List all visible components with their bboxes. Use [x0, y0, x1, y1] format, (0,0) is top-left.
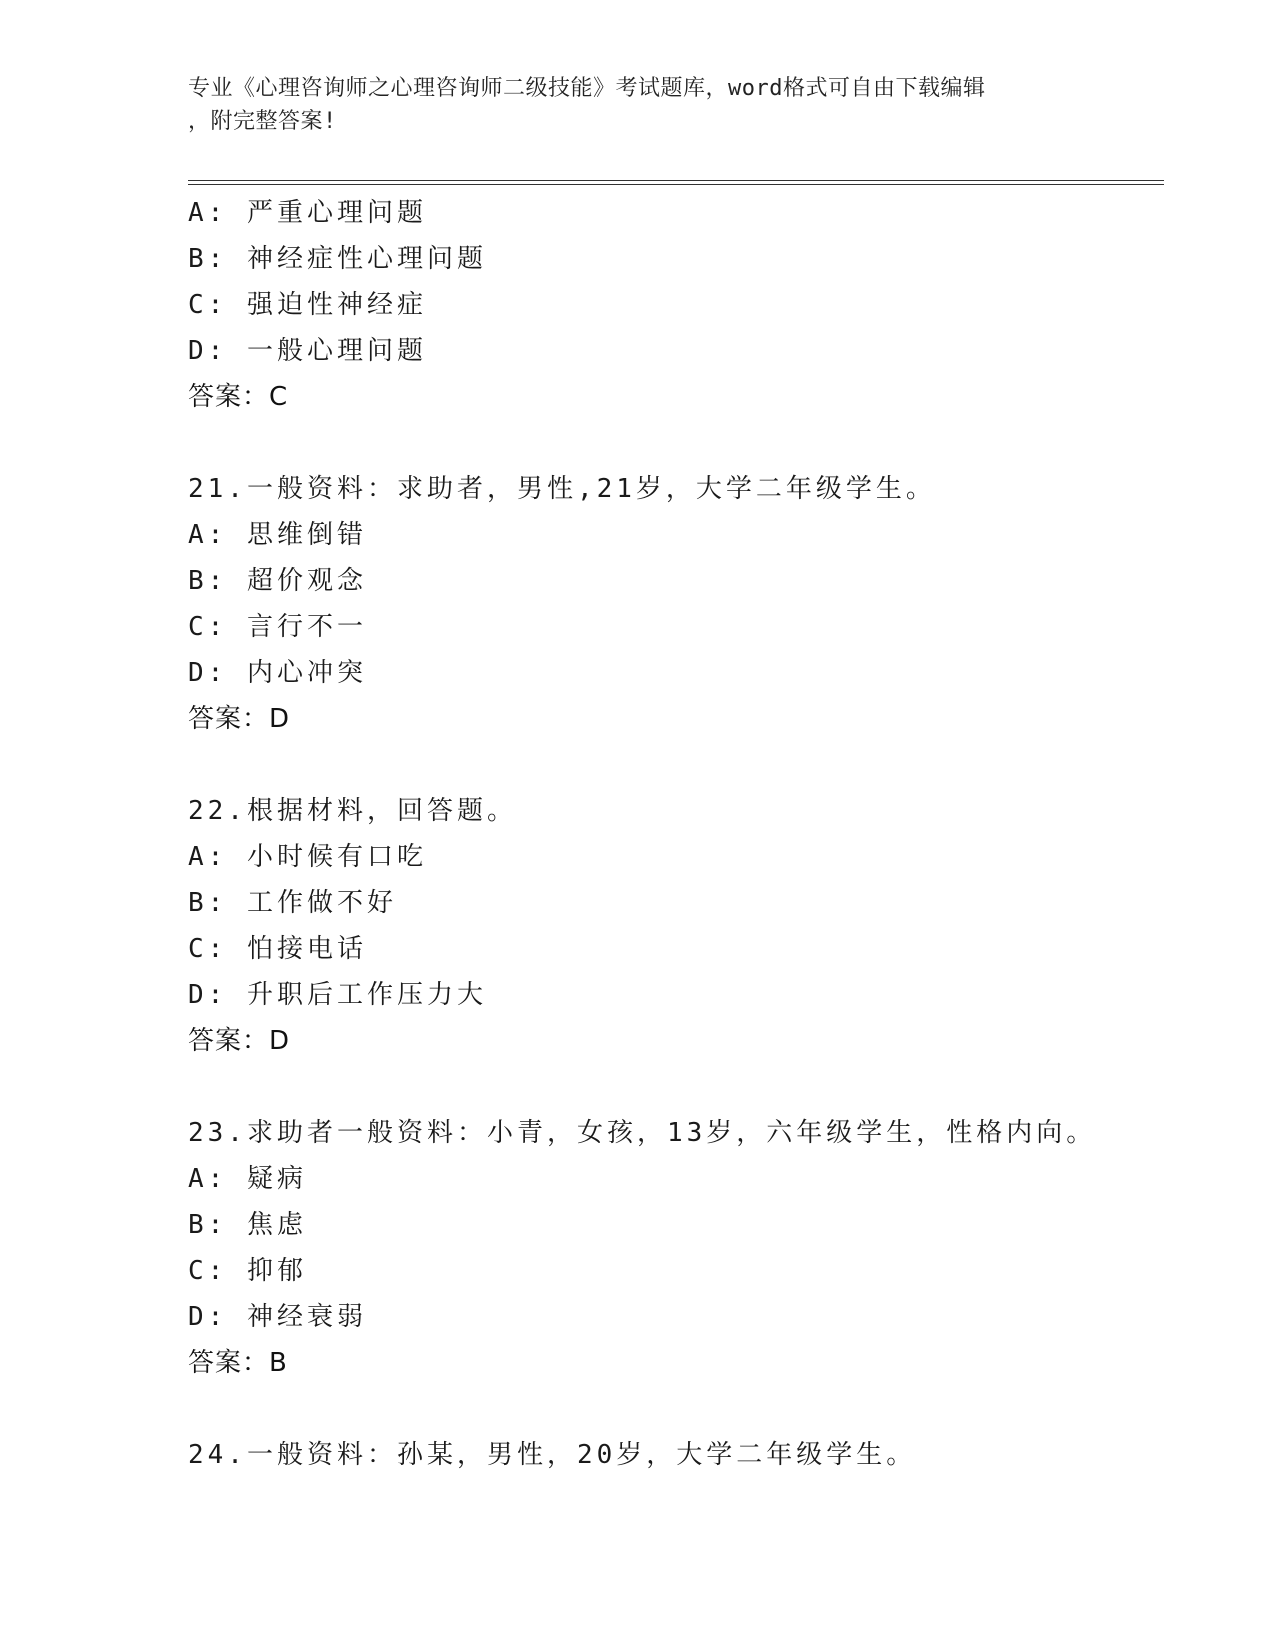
option-c: C: 强迫性神经症 [188, 290, 427, 320]
question-block-21 [188, 466, 1168, 742]
question-block-22 [188, 788, 1168, 1064]
question-text: 23.求助者一般资料：小青，女孩，13岁，六年级学生，性格内向。 [188, 1118, 1097, 1148]
option-c: C: 怕接电话 [188, 934, 367, 964]
option-b: B: 神经症性心理问题 [188, 244, 487, 274]
option-a: A: 小时候有口吃 [188, 842, 427, 872]
answer-line: 答案：D [188, 1026, 291, 1056]
question-block-20 [188, 190, 1168, 420]
option-c: C: 言行不一 [188, 612, 367, 642]
header-divider [188, 180, 1164, 185]
answer-line: 答案：D [188, 704, 291, 734]
option-d: D: 内心冲突 [188, 658, 367, 688]
question-list [188, 190, 1168, 1478]
option-d: D: 神经衰弱 [188, 1302, 367, 1332]
option-d: D: 一般心理问题 [188, 336, 427, 366]
question-block-23 [188, 1110, 1168, 1386]
option-a: A: 严重心理问题 [188, 198, 427, 228]
option-b: B: 焦虑 [188, 1210, 307, 1240]
document-header [188, 72, 1088, 138]
question-text: 21.一般资料：求助者，男性,21岁，大学二年级学生。 [188, 474, 936, 504]
question-text: 22.根据材料，回答题。 [188, 796, 517, 826]
option-b: B: 超价观念 [188, 566, 367, 596]
option-a: A: 思维倒错 [188, 520, 367, 550]
header-line-2: ，附完整答案! [188, 109, 337, 134]
option-c: C: 抑郁 [188, 1256, 307, 1286]
option-b: B: 工作做不好 [188, 888, 397, 918]
question-text: 24.一般资料：孙某，男性，20岁，大学二年级学生。 [188, 1440, 917, 1470]
option-a: A: 疑病 [188, 1164, 307, 1194]
question-block-24 [188, 1432, 1168, 1478]
answer-line: 答案：C [188, 382, 289, 412]
header-line-1: 专业《心理咨询师之心理咨询师二级技能》考试题库，word格式可自由下载编辑 [188, 76, 986, 101]
answer-line: 答案：B [188, 1348, 288, 1378]
option-d: D: 升职后工作压力大 [188, 980, 487, 1010]
